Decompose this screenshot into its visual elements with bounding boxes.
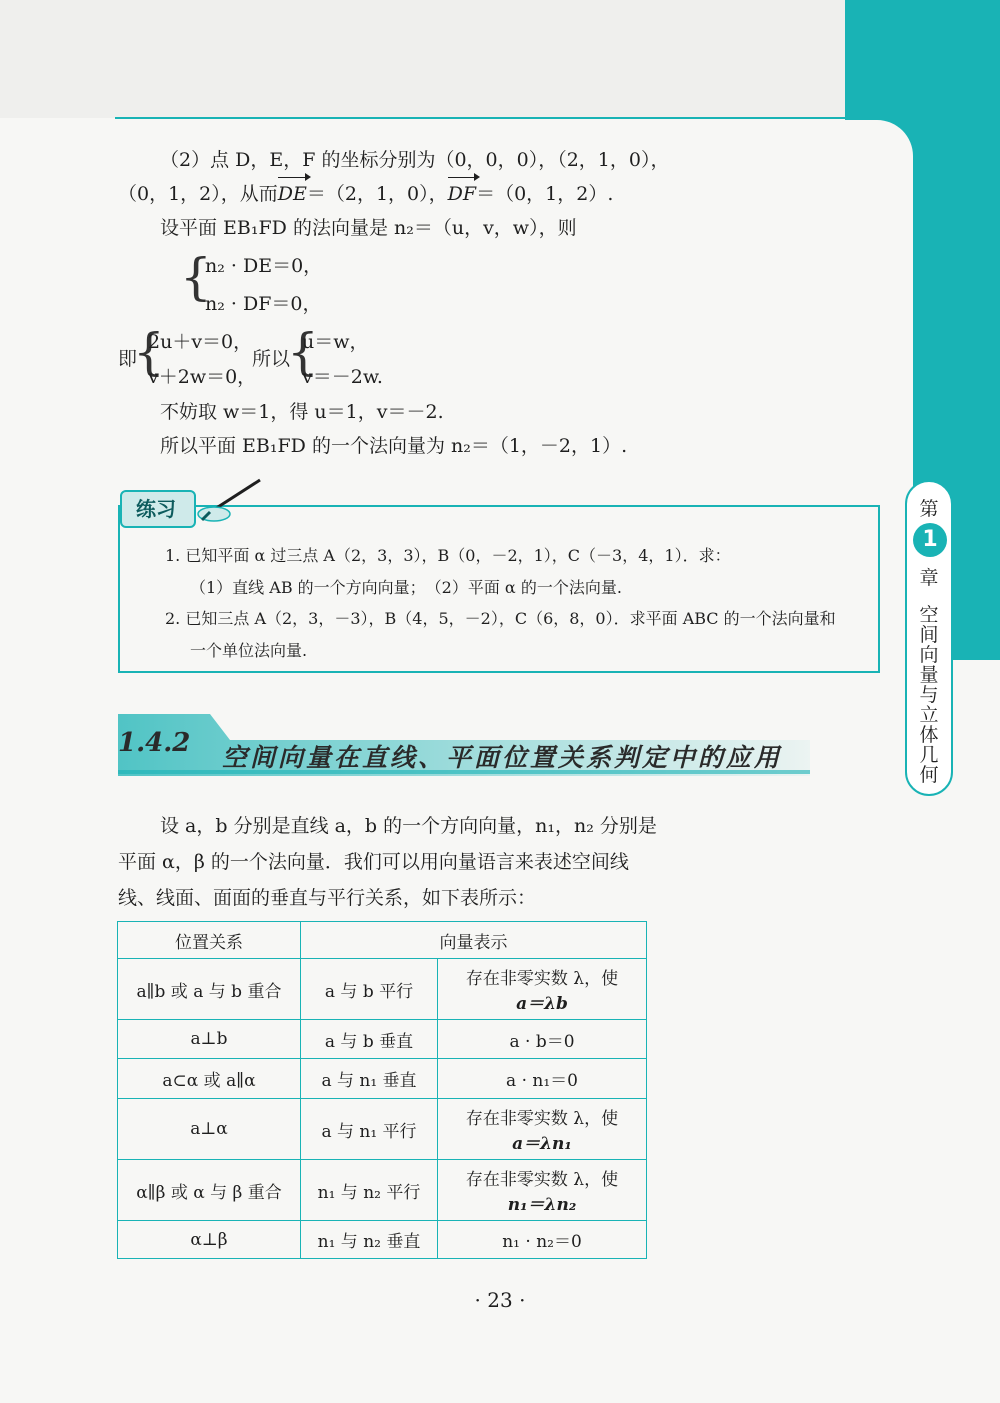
exercise-q2: 2. 已知三点 A（2，3，－3），B（4，5，－2），C（6，8，0）．求平面 ABC 的一个法向量和	[165, 609, 836, 628]
solution-line-2: （0，1，2），从而DE＝（2，1，0），DF＝（0，1，2）.	[118, 180, 613, 208]
system-brace-1: {	[180, 248, 212, 306]
table-header-row	[118, 922, 647, 959]
chapter-title-char: 量	[919, 664, 939, 686]
chapter-title-char: 立	[919, 704, 939, 726]
intro-line-3: 线、线面、面面的垂直与平行关系，如下表所示：	[118, 887, 537, 909]
section-number: 1.4.2	[118, 728, 191, 758]
header-rule	[115, 117, 915, 119]
relation-cell: α⊥β	[118, 1221, 301, 1259]
chapter-title-char: 间	[919, 624, 939, 646]
system1-eq1: n₂ · DE＝0，	[205, 255, 323, 277]
header-background	[0, 0, 845, 118]
solution-result-line: 所以平面 EB₁FD 的一个法向量为 n₂＝（1，－2，1）.	[160, 435, 628, 457]
vector-relation-cell: n₁ 与 n₂ 平行	[301, 1160, 438, 1221]
chapter-number-badge: 1	[913, 523, 947, 557]
system2-eq2: v＋2w＝0，	[148, 366, 257, 388]
table-row	[118, 959, 647, 1020]
chapter-title-char: 向	[919, 644, 939, 666]
suoyi-label: 所以	[252, 348, 291, 370]
solution-line-1: （2）点 D，E，F 的坐标分别为（0，0，0），（2，1，0），	[160, 149, 670, 171]
system-brace-3: {	[287, 323, 319, 381]
vector-df: DF	[448, 180, 476, 208]
relation-table	[117, 921, 647, 1259]
table-row	[118, 1099, 647, 1160]
relation-cell: a⊥b	[118, 1020, 301, 1059]
solution-line-3: 设平面 EB₁FD 的法向量是 n₂＝（u，v，w），则	[160, 217, 577, 239]
table-row	[118, 1221, 647, 1259]
table-row	[118, 1059, 647, 1099]
relation-cell: α∥β 或 α 与 β 重合	[118, 1160, 301, 1221]
pen-icon	[196, 476, 266, 526]
vector-de: DE	[278, 180, 307, 208]
ji-label: 即	[118, 348, 138, 370]
system3-eq1: u＝w，	[302, 331, 369, 353]
relation-cell: a⊥α	[118, 1099, 301, 1160]
chapter-title-char: 与	[919, 684, 939, 706]
exercise-q1-sub: （1）直线 AB 的一个方向向量； （2）平面 α 的一个法向量.	[190, 578, 622, 597]
vector-condition-cell: n₁ · n₂＝0	[438, 1221, 647, 1259]
section-title: 空间向量在直线、平面位置关系判定中的应用	[222, 743, 783, 772]
intro-line-2: 平面 α，β 的一个法向量．我们可以用向量语言来表述空间线	[118, 851, 629, 873]
system3-eq2: v＝－2w.	[302, 366, 383, 388]
exercise-q2-cont: 一个单位法向量.	[190, 641, 308, 660]
chapter-di: 第	[919, 498, 939, 520]
vector-condition-cell: 存在非零实数 λ，使 a＝λn₁	[438, 1099, 647, 1160]
vector-relation-cell: n₁ 与 n₂ 垂直	[301, 1221, 438, 1259]
chapter-title-char: 何	[919, 764, 939, 786]
vector-relation-cell: a 与 n₁ 垂直	[301, 1059, 438, 1099]
page-number: · 23 ·	[474, 1288, 526, 1312]
relation-cell: a∥b 或 a 与 b 重合	[118, 959, 301, 1020]
intro-line-1: 设 a，b 分别是直线 a，b 的一个方向向量，n₁，n₂ 分别是	[160, 815, 657, 837]
exercise-tab: 练习	[120, 490, 196, 528]
chapter-title-char: 空	[919, 604, 939, 626]
vector-condition-cell: 存在非零实数 λ，使 a＝λb	[438, 959, 647, 1020]
table-row	[118, 1020, 647, 1059]
exercise-q1: 1. 已知平面 α 过三点 A（2，3，3），B（0，－2，1），C（－3，4，1）．求：	[165, 546, 731, 565]
solution-take-line: 不妨取 w＝1，得 u＝1，v＝－2.	[160, 401, 444, 423]
chapter-zhang: 章	[919, 567, 939, 589]
system2-eq1: 2u＋v＝0，	[148, 331, 253, 353]
vector-relation-cell: a 与 b 垂直	[301, 1020, 438, 1059]
header-vector-representation: 向量表示	[301, 922, 647, 959]
vector-condition-cell: 存在非零实数 λ，使 n₁＝λn₂	[438, 1160, 647, 1221]
vector-relation-cell: a 与 b 平行	[301, 959, 438, 1020]
chapter-title-char: 体	[919, 724, 939, 746]
header-position-relation: 位置关系	[118, 922, 301, 959]
chapter-title-char: 几	[919, 744, 939, 766]
vector-condition-cell: a · b＝0	[438, 1020, 647, 1059]
table-row	[118, 1160, 647, 1221]
system1-eq2: n₂ · DF＝0，	[205, 293, 322, 315]
vector-condition-cell: a · n₁＝0	[438, 1059, 647, 1099]
relation-cell: a⊂α 或 a∥α	[118, 1059, 301, 1099]
system-brace-2: {	[133, 323, 165, 381]
vector-relation-cell: a 与 n₁ 平行	[301, 1099, 438, 1160]
